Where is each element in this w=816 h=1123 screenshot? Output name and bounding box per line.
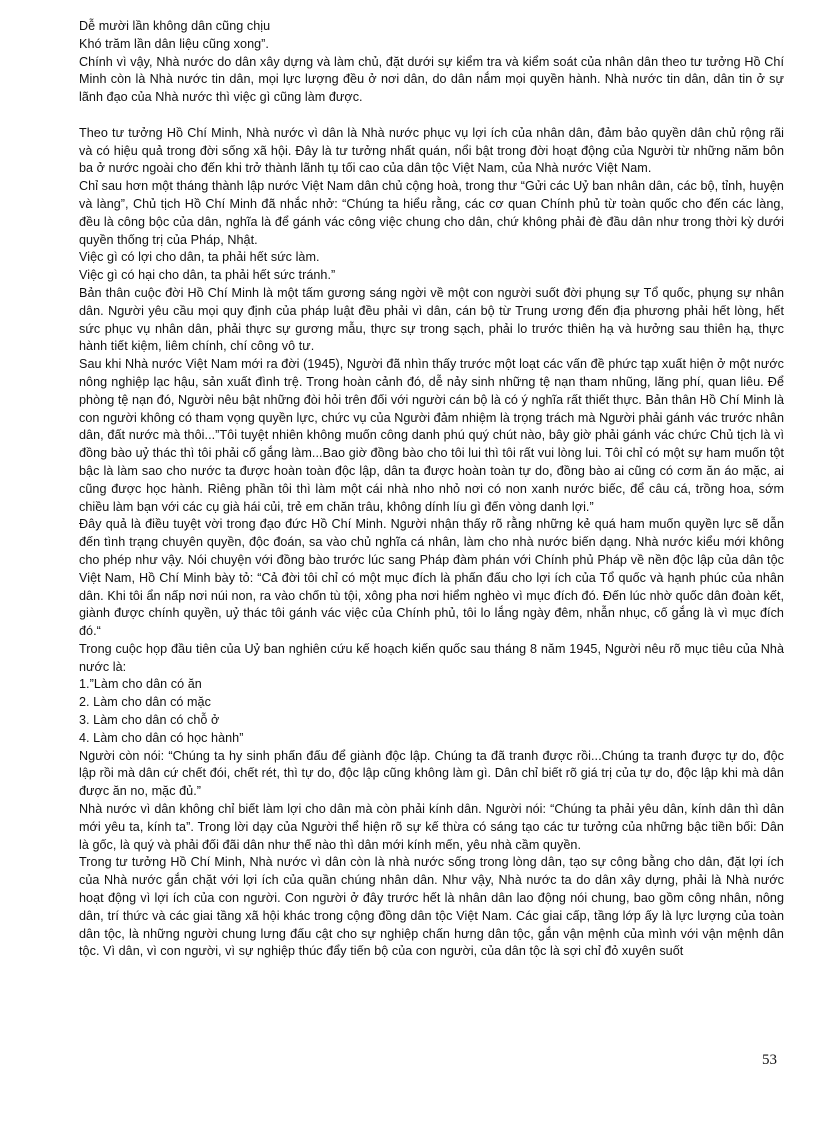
paragraph: Theo tư tưởng Hồ Chí Minh, Nhà nước vì dân là Nhà nước phục vụ lợi ích của nhân dân, đảm bảo quyền dân chủ rộng rãi và có hiệu quả trong đời sống xã hội. Đây là tư tưởng nhất quán, nổi bật trong đời hoạt động của Người từ những năm bôn ba ở nước ngoài cho đến khi trở thành lãnh tụ tối cao của dân tộc Việt Nam, của Nhà nước Việt Nam. xyxy=(79,125,784,176)
page-number: 53 xyxy=(762,1052,777,1068)
paragraph: Chính vì vậy, Nhà nước do dân xây dựng và làm chủ, đặt dưới sự kiểm tra và kiểm soát của nhân dân theo tư tưởng Hồ Chí Minh còn là Nhà nước tin dân, mọi lực lượng đều ở nơi dân, do dân nắm mọi quyền hành. Nhà nước tin dân, dân tin ở sự lãnh đạo của Nhà nước thì việc gì cũng làm được. xyxy=(79,54,784,105)
list-item: 3. Làm cho dân có chỗ ở xyxy=(79,713,220,728)
paragraph: Trong tư tưởng Hồ Chí Minh, Nhà nước vì dân còn là nhà nước sống trong lòng dân, tạo sự công bằng cho dân, đặt lợi ích của Nhà nước gắn chặt với lợi ích của quần chúng nhân dân. Như vậy, Nhà nước ta do dân xây dựng, phải là Nhà nước hoạt động vì lợi ích của con người. Con người ở đây trước hết là nhân dân lao động nói chung, bao gồm công nhân, nông dân, trí thức và các giai tầng xã hội khác trong cộng đồng dân tộc Việt Nam. Các giai cấp, tầng lớp ấy là lực lượng của toàn dân tộc, là những người chung lưng đấu cật cho sự nghiệp chấn hưng dân tộc, gắn vận mệnh của mình với vận mệnh dân tộc. Vì dân, vì con người, vì sự nghiệp thúc đẩy tiến bộ của con người, của dân tộc là sợi chỉ đỏ xuyên suốt xyxy=(79,855,784,959)
paragraph: Bản thân cuộc đời Hồ Chí Minh là một tấm gương sáng ngời về một con người suốt đời phụng sự Tổ quốc, phụng sự nhân dân. Người yêu cầu mọi quy định của pháp luật đều phải vì dân, cán bộ từ Trung ương đến địa phương phải hết lòng, hết sức phục vụ nhân dân, phải thực sự gương mẫu, thực sự trong sạch, phải lo trước thiên hạ và hưởng sau thiên hạ, thực hành tiết kiệm, liêm chính, chí công vô tư. xyxy=(79,285,784,354)
paragraph: Người còn nói: “Chúng ta hy sinh phấn đấu để giành độc lập. Chúng ta đã tranh được rồi...Chúng ta tranh được tự do, độc lập rồi mà dân cứ chết đói, chết rét, thì tự do, độc lập cũng không làm gì. Dân chỉ biết rõ giá trị của tự do, độc lập khi mà dân được ăn no, mặc đủ.” xyxy=(79,748,784,799)
paragraph: Trong cuộc họp đầu tiên của Uỷ ban nghiên cứu kế hoạch kiến quốc sau tháng 8 năm 1945, Người nêu rõ mục tiêu của Nhà nước là: xyxy=(79,641,784,674)
list-item: 2. Làm cho dân có mặc xyxy=(79,695,211,710)
list-item: 1.”Làm cho dân có ăn xyxy=(79,677,202,692)
quote-line: Việc gì có lợi cho dân, ta phải hết sức làm. xyxy=(79,250,320,265)
paragraph: Nhà nước vì dân không chỉ biết làm lợi cho dân mà còn phải kính dân. Người nói: “Chúng ta phải yêu dân, kính dân thì dân mới yêu ta, kính ta”. Trong lời dạy của Người thể hiện rõ sự kế thừa có sáng tạo các tư tưởng của những bậc tiền bối: Dân là gốc, là quý và phải đối đãi dân như thế nào thì dân mới kính mến, yêu nhà cầm quyền. xyxy=(79,802,784,852)
body-text xyxy=(79,18,784,961)
list-item: 4. Làm cho dân có học hành” xyxy=(79,730,244,745)
paragraph: Sau khi Nhà nước Việt Nam mới ra đời (1945), Người đã nhìn thấy trước một loạt các vấn đề phức tạp xuất hiện ở một nước nông nghiệp lạc hậu, sản xuất đình trệ. Trong hoàn cảnh đó, dễ nảy sinh những tệ nạn tham nhũng, lãng phí, quan liêu. Để phòng tệ nạn đó, Người nêu bật những đòi hỏi trên đối với người cán bộ là có ý nghĩa rất thiết thực. Bản thân Hồ Chí Minh là con người không có tham vọng quyền lực, chức vụ của Người đảm nhiệm là trọng trách mà Người phải gánh vác trước nhân dân, đất nước mà thôi...”Tôi tuyệt nhiên không muốn công danh phú quý chút nào, bây giờ phải gánh vác chức Chủ tịch là vì đồng bào uỷ thác thì tôi phải cố gắng làm...Bao giờ đồng bào cho tôi lui thì tôi rất vui lòng lui. Tôi chỉ có một sự ham muốn tột bậc là làm sao cho nước ta được hoàn toàn độc lập, dân ta được hoàn toàn tự do, đồng bào ai cũng có cơm ăn áo mặc, ai cũng được học hành. Riêng phần tôi thì làm một cái nhà nho nhỏ nơi có non xanh nước biếc, để câu cá, trồng hoa, sớm chiều làm bạn với các cụ già hái củi, trẻ em chăn trâu, không dính líu gì đến vòng danh lợi.” xyxy=(79,357,784,514)
paragraph: Đây quả là điều tuyệt vời trong đạo đức Hồ Chí Minh. Người nhận thấy rõ rằng những kẻ quá ham muốn quyền lực sẽ dẫn đến tình trạng chuyên quyền, độc đoán, sa vào chủ nghĩa cá nhân, làm cho nhà nước biến dạng. Nhà nước kiểu mới không cho phép như vậy. Nói chuyện với đồng bào trước lúc sang Pháp đàm phán với Chính phủ Pháp về nền độc lập của dân tộc Việt Nam, Hồ Chí Minh bày tỏ: “Cả đời tôi chỉ có một mục đích là phấn đấu cho lợi ích của Tổ quốc và hạnh phúc của nhân dân. Khi tôi ẩn nấp nơi núi non, ra vào chốn tù tội, xông pha nơi hiểm nghèo vì mục đích đó. Đến lúc nhờ quốc dân đoàn kết, giành được chính quyền, uỷ thác tôi gánh vác việc của Chính phủ, tôi lo lắng ngày đêm, nhẫn nhục, cố gắng là vì mục đích đó.“ xyxy=(79,517,784,639)
quote-line: Việc gì có hại cho dân, ta phải hết sức tránh.” xyxy=(79,268,336,283)
blank-line xyxy=(79,107,784,125)
verse-line: Khó trăm lần dân liệu cũng xong”. xyxy=(79,36,269,51)
paragraph: Chỉ sau hơn một tháng thành lập nước Việt Nam dân chủ cộng hoà, trong thư “Gửi các Uỷ ban nhân dân, các bộ, tỉnh, huyện và làng”, Chủ tịch Hồ Chí Minh đã nhắc nhở: “Chúng ta hiểu rằng, các cơ quan Chính phủ từ toàn quốc cho đến các làng, đều là công bộc của dân, nghĩa là để gánh vác công việc chung cho dân, chứ không phải đè đầu dân như trong thời kỳ dưới quyền thống trị của Pháp, Nhật. xyxy=(79,179,784,247)
verse-line: Dễ mười lần không dân cũng chịu xyxy=(79,19,271,33)
